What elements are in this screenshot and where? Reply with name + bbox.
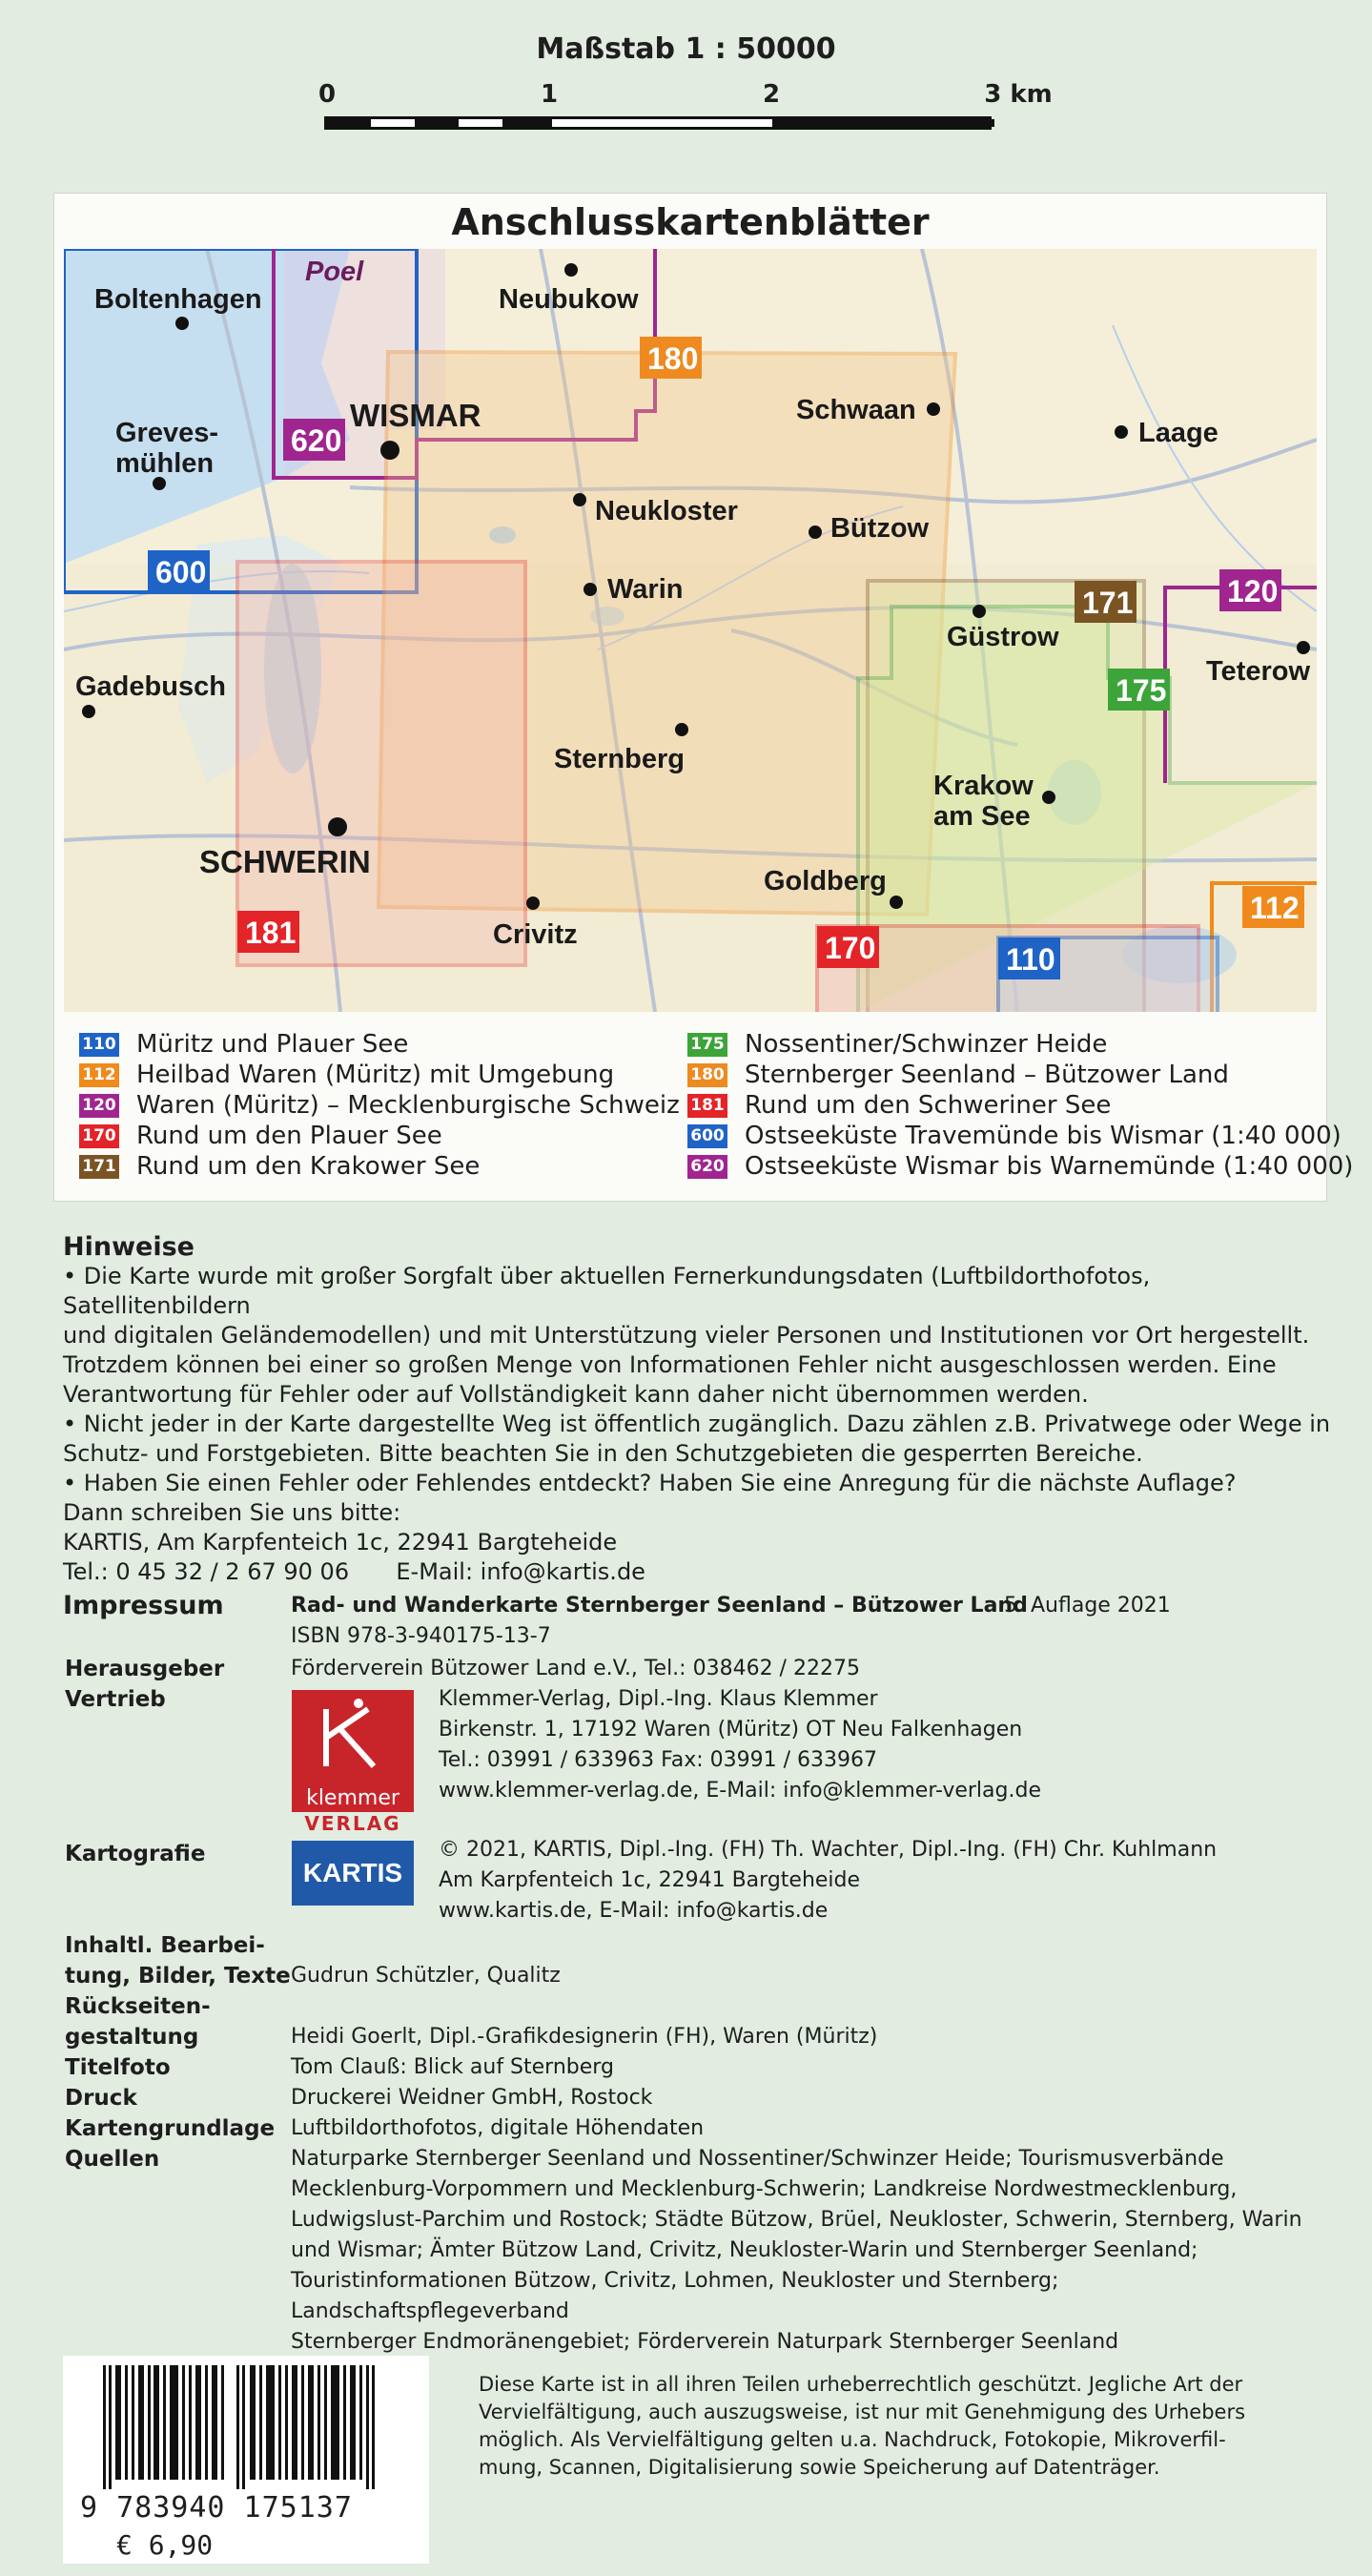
grundlage-label: Kartengrundlage bbox=[65, 2116, 276, 2141]
badge-110-label: 110 bbox=[1006, 942, 1055, 977]
overview-map-graphic bbox=[64, 249, 1317, 1012]
place-wismar: WISMAR bbox=[350, 398, 481, 433]
badge-175-label: 175 bbox=[1116, 673, 1167, 708]
legend-badge-620: 620 bbox=[687, 1155, 727, 1179]
legend-label: Müritz und Plauer See bbox=[136, 1030, 409, 1059]
rueck-value: Heidi Goerlt, Dipl.-Grafikdesignerin (FH), Waren (Müritz) bbox=[291, 2025, 878, 2049]
scale-title: Maßstab 1 : 50000 bbox=[536, 32, 836, 66]
badge-170-label: 170 bbox=[825, 931, 876, 965]
badge-181-label: 181 bbox=[245, 916, 297, 950]
vertrieb-label: Vertrieb bbox=[65, 1687, 166, 1712]
legend-item-171 bbox=[79, 1151, 680, 1182]
legend-item-175 bbox=[687, 1029, 1353, 1060]
inhalt-label-1: Inhaltl. Bearbei- bbox=[65, 1933, 265, 1958]
klemmer-logo-verlag: VERLAG bbox=[304, 1812, 401, 1835]
kartis-logo: KARTIS bbox=[292, 1841, 414, 1906]
quellen-line: Ludwigslust-Parchim und Rostock; Städte Bützow, Brüel, Neukloster, Schwerin, Sternberg, Warin bbox=[291, 2208, 1302, 2232]
legend-item-181 bbox=[687, 1090, 1353, 1121]
herausgeber-value: Förderverein Bützower Land e.V., Tel.: 038462 / 22275 bbox=[291, 1657, 860, 1680]
place-poel: Poel bbox=[305, 257, 364, 287]
place-grevesmuehlen-1: Greves- bbox=[115, 418, 219, 448]
kartografie-label: Kartografie bbox=[65, 1842, 206, 1866]
badge-600-label: 600 bbox=[155, 555, 207, 589]
legend-label: Heilbad Waren (Müritz) mit Umgebung bbox=[136, 1061, 615, 1089]
inhalt-label-2: tung, Bilder, Texte bbox=[65, 1964, 291, 1989]
legend-right bbox=[687, 1029, 1353, 1182]
hinweise-line: Dann schreiben Sie uns bitte: bbox=[63, 1499, 401, 1526]
titelfoto-value: Tom Clauß: Blick auf Sternberg bbox=[291, 2055, 614, 2079]
legend-label: Ostseeküste Wismar bis Warnemünde (1:40 000) bbox=[745, 1152, 1354, 1181]
legend-item-620 bbox=[687, 1151, 1353, 1182]
place-krakow-1: Krakow bbox=[933, 771, 1034, 801]
scale-bar bbox=[324, 116, 992, 130]
legend-label: Rund um den Krakower See bbox=[136, 1152, 481, 1181]
rueck-label-1: Rückseiten- bbox=[65, 1994, 211, 2019]
legend-item-600 bbox=[687, 1121, 1353, 1151]
impressum-isbn: ISBN 978-3-940175-13-7 bbox=[291, 1624, 551, 1648]
place-warin: Warin bbox=[607, 574, 684, 605]
copyright-line: Vervielfältigung, auch auszugsweise, ist nur mit Genehmigung des Urhebers bbox=[479, 2401, 1246, 2423]
vertrieb-line: Tel.: 03991 / 633963 Fax: 03991 / 633967 bbox=[439, 1748, 878, 1772]
legend-label: Sternberger Seenland – Bützower Land bbox=[745, 1061, 1229, 1089]
kartografie-line: www.kartis.de, E-Mail: info@kartis.de bbox=[439, 1899, 829, 1923]
place-sternberg: Sternberg bbox=[554, 744, 685, 774]
hinweise-email: E-Mail: info@kartis.de bbox=[396, 1558, 645, 1585]
legend-badge-181: 181 bbox=[687, 1094, 727, 1118]
legend-label: Waren (Müritz) – Mecklenburgische Schweiz bbox=[136, 1091, 680, 1120]
hinweise-section bbox=[63, 1232, 1341, 1587]
place-boltenhagen: Boltenhagen bbox=[94, 284, 262, 315]
legend-badge-120: 120 bbox=[79, 1094, 119, 1118]
place-neukloster: Neukloster bbox=[595, 496, 738, 526]
impressum-title: Impressum bbox=[63, 1591, 224, 1620]
place-grevesmuehlen-2: mühlen bbox=[115, 448, 215, 479]
klemmer-verlag-logo bbox=[292, 1690, 414, 1835]
place-neubukow: Neubukow bbox=[499, 284, 639, 315]
quellen-line: Sternberger Endmoränengebiet; Förderverein Naturpark Sternberger Seenland bbox=[291, 2330, 1119, 2354]
place-goldberg: Goldberg bbox=[764, 866, 887, 896]
vertrieb-line: Birkenstr. 1, 17192 Waren (Müritz) OT Neu Falkenhagen bbox=[439, 1718, 1023, 1741]
barcode-digits: 9 783940 175137 bbox=[80, 2491, 353, 2524]
herausgeber-label: Herausgeber bbox=[65, 1657, 225, 1681]
hinweise-title: Hinweise bbox=[63, 1232, 195, 1262]
scale-label-0: 0 bbox=[317, 80, 337, 109]
place-buetzow: Bützow bbox=[830, 513, 930, 544]
badge-180-label: 180 bbox=[647, 341, 699, 376]
quellen-label: Quellen bbox=[65, 2147, 160, 2172]
legend-badge-180: 180 bbox=[687, 1063, 727, 1087]
overview-panel bbox=[53, 193, 1354, 1202]
overview-map bbox=[64, 249, 1317, 1012]
inhalt-value: Gudrun Schützler, Qualitz bbox=[291, 1964, 561, 1988]
druck-label: Druck bbox=[65, 2086, 137, 2111]
rueck-label-2: gestaltung bbox=[65, 2025, 199, 2050]
legend-badge-170: 170 bbox=[79, 1124, 119, 1148]
place-guestrow: Güstrow bbox=[947, 622, 1059, 652]
kartografie-line: Am Karpfenteich 1c, 22941 Bargteheide bbox=[439, 1868, 861, 1892]
legend-badge-110: 110 bbox=[79, 1033, 119, 1057]
legend-badge-175: 175 bbox=[687, 1033, 727, 1057]
quellen-value bbox=[291, 2144, 1330, 2358]
hinweise-line: und digitalen Geländemodellen) und mit Unterstützung vieler Personen und Institutionen vor Ort hergestellt. bbox=[63, 1322, 1310, 1349]
hinweise-line: Schutz- und Forstgebieten. Bitte beachten Sie in den Schutzgebieten die gesperrten Bereiche. bbox=[63, 1440, 1143, 1467]
frame-181 bbox=[237, 562, 525, 965]
place-laage: Laage bbox=[1138, 418, 1218, 448]
impressum-edition: 5. Auflage 2021 bbox=[1004, 1594, 1171, 1618]
scale-label-2: 2 bbox=[762, 80, 781, 109]
grundlage-value: Luftbildorthofotos, digitale Höhendaten bbox=[291, 2116, 705, 2140]
legend-item-110 bbox=[79, 1029, 680, 1060]
scale-label-3km: 3 km bbox=[984, 80, 1053, 109]
barcode-box bbox=[63, 2356, 429, 2564]
badge-620-label: 620 bbox=[291, 423, 342, 458]
price: € 6,90 bbox=[116, 2529, 214, 2561]
hinweise-line: • Nicht jeder in der Karte dargestellte Weg ist öffentlich zugänglich. Dazu zählen z.B. Privatwege oder Wege in bbox=[63, 1411, 1331, 1437]
place-teterow: Teterow bbox=[1206, 656, 1311, 687]
impressum-product: Rad- und Wanderkarte Sternberger Seenland – Bützower Land bbox=[291, 1594, 1028, 1618]
place-gadebusch: Gadebusch bbox=[75, 671, 226, 702]
place-schwerin: SCHWERIN bbox=[199, 844, 371, 879]
badge-171-label: 171 bbox=[1082, 586, 1134, 620]
legend-item-180 bbox=[687, 1060, 1353, 1090]
legend-badge-112: 112 bbox=[79, 1063, 119, 1087]
hinweise-address: KARTIS, Am Karpfenteich 1c, 22941 Bargteheide bbox=[63, 1529, 618, 1556]
vertrieb-line: www.klemmer-verlag.de, E-Mail: info@klemmer-verlag.de bbox=[439, 1779, 1041, 1803]
place-schwaan: Schwaan bbox=[796, 395, 916, 425]
barcode-bars bbox=[63, 2365, 429, 2499]
quellen-line: und Wismar; Ämter Bützow Land, Crivitz, Neukloster-Warin und Sternberger Seenland; bbox=[291, 2238, 1198, 2262]
hinweise-line: • Die Karte wurde mit großer Sorgfalt über aktuellen Fernerkundungsdaten (Luftbildorthofotos, Satellitenbildern bbox=[63, 1263, 1151, 1319]
badge-120-label: 120 bbox=[1227, 574, 1279, 608]
kartografie-line: © 2021, KARTIS, Dipl.-Ing. (FH) Th. Wachter, Dipl.-Ing. (FH) Chr. Kuhlmann bbox=[439, 1838, 1218, 1862]
hinweise-contact bbox=[63, 1557, 1341, 1587]
legend-label: Rund um den Schweriner See bbox=[745, 1091, 1112, 1120]
legend-badge-171: 171 bbox=[79, 1155, 119, 1179]
legend-item-120 bbox=[79, 1090, 680, 1121]
klemmer-logo-mark bbox=[292, 1690, 414, 1785]
legend-item-170 bbox=[79, 1121, 680, 1151]
copyright-line: möglich. Als Vervielfältigung gelten u.a. Nachdruck, Fotokopie, Mikroverfil- bbox=[479, 2428, 1226, 2451]
overview-title: Anschlusskartenblätter bbox=[451, 201, 930, 243]
legend-badge-600: 600 bbox=[687, 1124, 727, 1148]
legend-label: Rund um den Plauer See bbox=[136, 1122, 442, 1150]
hinweise-line: Trotzdem können bei einer so großen Menge von Informationen Fehler nicht ausgeschlossen werden. Eine bbox=[63, 1351, 1277, 1378]
quellen-line: Touristinformationen Bützow, Crivitz, Lohmen, Neukloster und Sternberg; Landschaftspflegeverband bbox=[291, 2269, 1059, 2323]
hinweise-line: Verantwortung für Fehler oder auf Vollständigkeit kann daher nicht übernommen werden. bbox=[63, 1381, 1089, 1408]
place-crivitz: Crivitz bbox=[493, 919, 578, 950]
copyright-notice bbox=[479, 2371, 1327, 2482]
copyright-line: Diese Karte ist in all ihren Teilen urheberrechtlich geschützt. Jegliche Art der bbox=[479, 2373, 1243, 2396]
legend-label: Ostseeküste Travemünde bis Wismar (1:40 000) bbox=[745, 1122, 1341, 1150]
legend-label: Nossentiner/Schwinzer Heide bbox=[745, 1030, 1108, 1059]
hinweise-line: • Haben Sie einen Fehler oder Fehlendes entdeckt? Haben Sie eine Anregung für die nächste Auflage? bbox=[63, 1470, 1237, 1496]
druck-value: Druckerei Weidner GmbH, Rostock bbox=[291, 2086, 653, 2110]
copyright-line: mung, Scannen, Digitalisierung sowie Speicherung auf Datenträger. bbox=[479, 2456, 1160, 2479]
quellen-line: Naturparke Sternberger Seenland und Nossentiner/Schwinzer Heide; Tourismusverbände bbox=[291, 2147, 1224, 2171]
legend-left bbox=[79, 1029, 680, 1182]
vertrieb-line: Klemmer-Verlag, Dipl.-Ing. Klaus Klemmer bbox=[439, 1687, 878, 1711]
place-krakow-2: am See bbox=[933, 801, 1031, 832]
quellen-line: Mecklenburg-Vorpommern und Mecklenburg-Schwerin; Landkreise Nordwestmecklenburg, bbox=[291, 2177, 1238, 2201]
scale-label-1: 1 bbox=[540, 80, 559, 109]
klemmer-logo-text: klemmer bbox=[292, 1785, 414, 1812]
hinweise-tel: Tel.: 0 45 32 / 2 67 90 06 bbox=[63, 1558, 350, 1585]
badge-112-label: 112 bbox=[1250, 891, 1300, 925]
titelfoto-label: Titelfoto bbox=[65, 2055, 171, 2080]
legend-item-112 bbox=[79, 1060, 680, 1090]
